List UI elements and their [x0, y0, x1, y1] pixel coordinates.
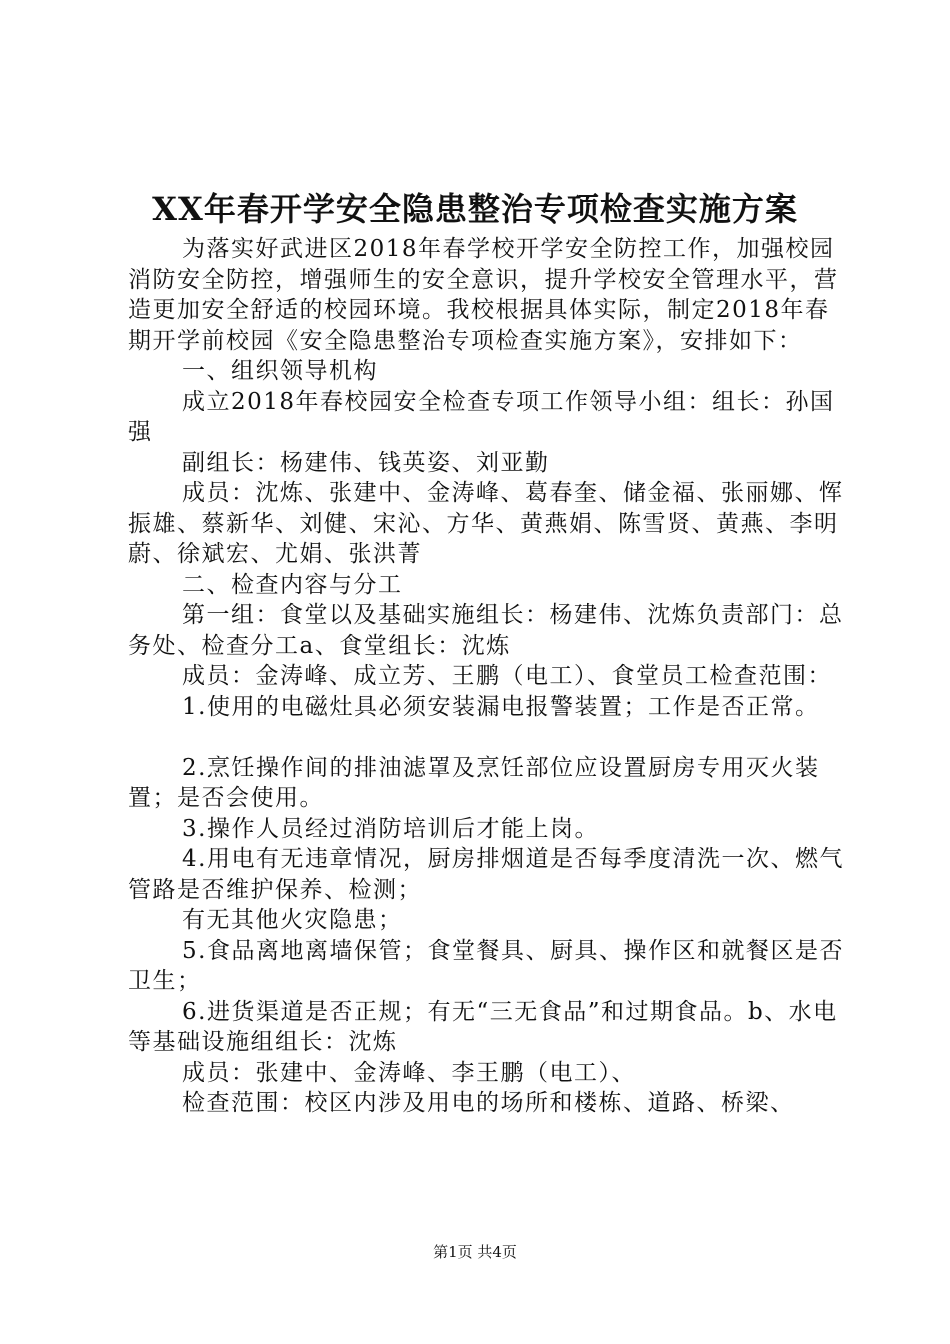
list-item: 有无其他火灾隐患； — [182, 907, 403, 933]
section-heading-inspection: 二、检查内容与分工 — [182, 571, 403, 598]
blank-line — [128, 722, 848, 753]
paragraph-group-b-members: 成员：张建中、金涛峰、李王鹏（电工）、 — [182, 1059, 636, 1086]
paragraph-deputy-leaders: 副组长：杨建伟、钱英姿、刘亚勤 — [182, 449, 550, 476]
paragraph-intro: 为落实好武进区2018年春学校开学安全防控工作，加强校园消防安全防控，增强师生的安全意识，提升学校安全管理水平，营造更加安全舒适的校园环境。我校根据具体实际，制定2018年春期开学前校园《安全隐患整治专项检查实施方案》，安排如下： — [128, 236, 839, 354]
list-item: 5.食品离地离墙保管；食堂餐具、厨具、操作区和就餐区是否卫生； — [128, 937, 844, 994]
list-item: 6.进货渠道是否正规；有无“三无食品”和过期食品。b、水电等基础设施组组长：沈炼 — [128, 998, 838, 1055]
list-item: 2.烹饪操作间的排油滤罩及烹饪部位应设置厨房专用灭火装置；是否会使用。 — [128, 754, 820, 811]
document-body — [128, 234, 848, 1119]
list-item: 1.使用的电磁灶具必须安装漏电报警装置；工作是否正常。 — [182, 693, 820, 720]
section-heading-organization: 一、组织领导机构 — [182, 358, 378, 384]
paragraph-group-one-members: 成员：金涛峰、成立芳、王鹏（电工）、食堂员工检查范围： — [182, 663, 832, 689]
list-item: 4.用电有无违章情况，厨房排烟道是否每季度清洗一次、燃气管路是否维护保养、检测； — [128, 846, 844, 903]
list-item: 3.操作人员经过消防培训后才能上岗。 — [182, 815, 599, 842]
paragraph-group-one: 第一组：食堂以及基础实施组长：杨建伟、沈炼负责部门：总务处、检查分工a、食堂组长：沈炼 — [128, 602, 844, 659]
paragraph-leader: 成立2018年春校园安全检查专项工作领导小组：组长：孙国强 — [128, 388, 835, 445]
document-title: XX年春开学安全隐患整治专项检查实施方案 — [152, 190, 798, 228]
page-footer: 第1页 共4页 — [433, 1243, 517, 1261]
paragraph-group-b-scope: 检查范围：校区内涉及用电的场所和楼栋、道路、桥梁、 — [182, 1090, 795, 1116]
paragraph-members: 成员：沈炼、张建中、金涛峰、葛春奎、储金福、张丽娜、恽振雄、蔡新华、刘健、宋沁、方华、黄燕娟、陈雪贤、黄燕、李明蔚、徐斌宏、尤娟、张洪菁 — [128, 480, 844, 567]
